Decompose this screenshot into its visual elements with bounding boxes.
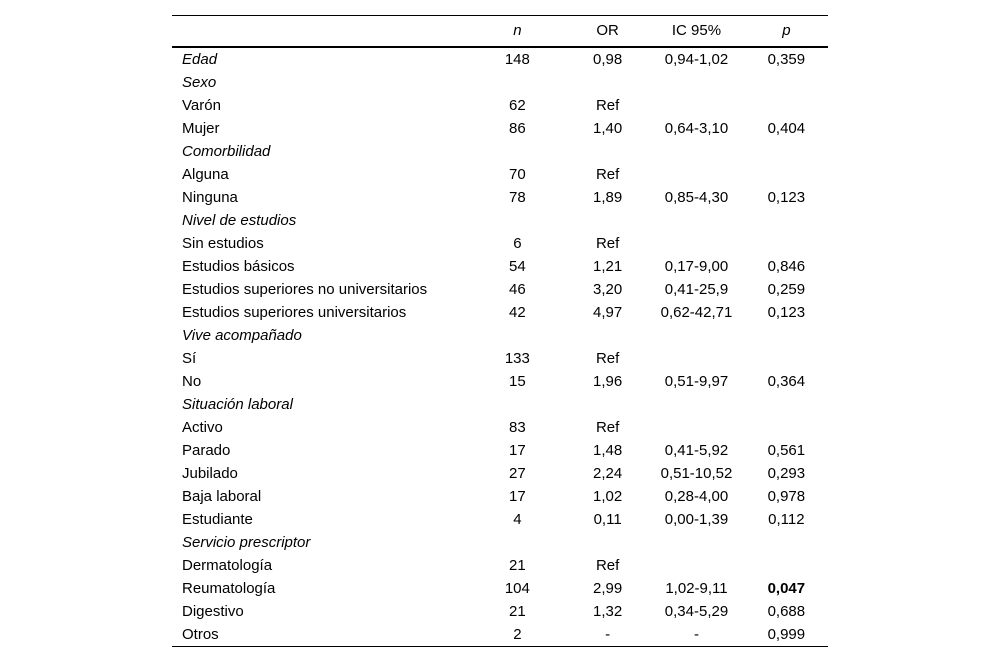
row-or: Ref — [595, 350, 620, 367]
row-ic: 0,51-10,52 — [660, 465, 733, 482]
row-p — [745, 393, 828, 416]
table-row — [172, 416, 828, 439]
row-p — [745, 163, 828, 186]
table-body — [172, 47, 828, 647]
row-p: 0,999 — [767, 626, 806, 643]
row-ic: 0,00-1,39 — [664, 511, 729, 528]
row-or: 1,48 — [593, 442, 623, 459]
row-or: 0,11 — [593, 511, 622, 528]
row-label: Edad — [182, 51, 218, 68]
row-ic: 0,64-3,10 — [664, 120, 729, 137]
row-n: 46 — [509, 281, 526, 298]
row-p — [745, 554, 828, 577]
row-p — [745, 71, 828, 94]
table-row — [172, 347, 828, 370]
row-p — [745, 531, 828, 554]
row-n — [482, 531, 567, 554]
row-p: 0,404 — [767, 120, 806, 137]
row-n: 15 — [509, 373, 526, 390]
row-ic: 0,28-4,00 — [664, 488, 729, 505]
header-ic: IC 95% — [648, 16, 744, 48]
row-p: 0,561 — [767, 442, 806, 459]
table-row — [172, 278, 828, 301]
row-n: 17 — [509, 488, 526, 505]
header-label — [172, 16, 482, 48]
row-or: 0,98 — [593, 51, 623, 68]
table-section-row — [172, 71, 828, 94]
row-label: Servicio prescriptor — [182, 534, 311, 551]
row-label: Alguna — [182, 166, 229, 183]
row-n: 62 — [509, 97, 526, 114]
row-label: Sí — [182, 350, 197, 367]
row-p — [745, 140, 828, 163]
table-section-row — [172, 531, 828, 554]
row-or: 4,97 — [593, 304, 623, 321]
row-label: Comorbilidad — [182, 143, 271, 160]
row-n: 17 — [509, 442, 526, 459]
row-ic — [648, 347, 744, 370]
row-p: 0,359 — [767, 51, 806, 68]
header-n: n — [482, 16, 567, 48]
table-row — [172, 462, 828, 485]
row-p: 0,123 — [767, 189, 806, 206]
row-n — [482, 324, 567, 347]
row-n: 83 — [509, 419, 526, 436]
row-or — [567, 393, 648, 416]
row-or: - — [605, 626, 611, 643]
row-ic — [648, 324, 744, 347]
table-section-row — [172, 393, 828, 416]
row-n: 6 — [513, 235, 522, 252]
row-or: Ref — [595, 166, 620, 183]
row-ic — [648, 71, 744, 94]
table-row — [172, 577, 828, 600]
row-n: 4 — [513, 511, 522, 528]
row-label: Estudiante — [182, 511, 253, 528]
row-label: Ninguna — [182, 189, 238, 206]
row-p: 0,047 — [767, 580, 806, 597]
odds-ratio-table — [172, 15, 828, 647]
row-label: Sexo — [182, 74, 217, 91]
row-or: Ref — [595, 557, 620, 574]
row-ic — [648, 393, 744, 416]
row-p: 0,293 — [767, 465, 806, 482]
row-n: 21 — [509, 557, 526, 574]
table-row — [172, 117, 828, 140]
row-ic: 0,85-4,30 — [664, 189, 729, 206]
row-or — [567, 531, 648, 554]
row-p — [745, 324, 828, 347]
row-p — [745, 232, 828, 255]
row-or: 3,20 — [593, 281, 623, 298]
row-ic — [648, 232, 744, 255]
row-ic: 0,62-42,71 — [660, 304, 733, 321]
row-label: Estudios básicos — [182, 258, 295, 275]
row-n — [482, 209, 567, 232]
table-row — [172, 554, 828, 577]
row-label: Estudios superiores no universitarios — [182, 281, 428, 298]
row-label: Dermatología — [182, 557, 273, 574]
row-n: 148 — [504, 51, 530, 68]
table-row — [172, 301, 828, 324]
row-n: 27 — [509, 465, 526, 482]
row-p: 0,364 — [767, 373, 806, 390]
row-ic: - — [693, 626, 699, 643]
row-label: Varón — [182, 97, 221, 114]
row-or — [567, 71, 648, 94]
row-n: 2 — [513, 626, 522, 643]
row-or: 2,99 — [593, 580, 623, 597]
table-section-row — [172, 47, 828, 71]
row-or: 1,32 — [593, 603, 623, 620]
row-n: 104 — [504, 580, 530, 597]
header-or: OR — [567, 16, 648, 48]
table-row — [172, 94, 828, 117]
table-row — [172, 623, 828, 647]
table-section-row — [172, 324, 828, 347]
row-n: 133 — [504, 350, 530, 367]
row-or: 1,40 — [593, 120, 623, 137]
row-n: 86 — [509, 120, 526, 137]
row-ic: 0,17-9,00 — [664, 258, 729, 275]
row-n: 42 — [509, 304, 526, 321]
table-row — [172, 232, 828, 255]
table-row — [172, 186, 828, 209]
row-p — [745, 94, 828, 117]
row-p: 0,123 — [767, 304, 806, 321]
row-ic — [648, 163, 744, 186]
row-n — [482, 71, 567, 94]
row-label: Jubilado — [182, 465, 238, 482]
row-or — [567, 324, 648, 347]
row-label: Parado — [182, 442, 231, 459]
row-p — [745, 416, 828, 439]
row-label: Mujer — [182, 120, 220, 137]
row-p — [745, 347, 828, 370]
row-ic — [648, 209, 744, 232]
row-n: 54 — [509, 258, 526, 275]
header-p: p — [745, 16, 828, 48]
row-p: 0,978 — [767, 488, 806, 505]
row-or — [567, 140, 648, 163]
row-p: 0,688 — [767, 603, 806, 620]
row-label: Sin estudios — [182, 235, 264, 252]
table-row — [172, 439, 828, 462]
row-p: 0,112 — [768, 511, 805, 528]
row-label: Reumatología — [182, 580, 276, 597]
row-label: No — [182, 373, 202, 390]
row-or: Ref — [595, 97, 620, 114]
row-n: 21 — [509, 603, 526, 620]
row-n — [482, 140, 567, 163]
row-label: Situación laboral — [182, 396, 293, 413]
table-header-row — [172, 16, 828, 48]
row-ic — [648, 531, 744, 554]
row-ic: 0,41-25,9 — [664, 281, 729, 298]
row-label: Estudios superiores universitarios — [182, 304, 407, 321]
row-ic — [648, 94, 744, 117]
table-row — [172, 508, 828, 531]
row-p: 0,259 — [767, 281, 806, 298]
row-label: Digestivo — [182, 603, 244, 620]
row-ic: 0,94-1,02 — [664, 51, 729, 68]
row-p: 0,846 — [767, 258, 806, 275]
table-row — [172, 255, 828, 278]
row-n — [482, 393, 567, 416]
table-section-row — [172, 140, 828, 163]
row-ic — [648, 140, 744, 163]
row-or: Ref — [595, 419, 620, 436]
row-or: 1,02 — [593, 488, 623, 505]
row-or — [567, 209, 648, 232]
row-ic: 1,02-9,11 — [665, 580, 728, 597]
row-label: Vive acompañado — [182, 327, 302, 344]
table-section-row — [172, 209, 828, 232]
row-n: 78 — [509, 189, 526, 206]
row-label: Nivel de estudios — [182, 212, 297, 229]
table-row — [172, 600, 828, 623]
table-row — [172, 163, 828, 186]
row-p — [745, 209, 828, 232]
row-ic: 0,41-5,92 — [664, 442, 729, 459]
row-ic: 0,51-9,97 — [664, 373, 729, 390]
row-or: 2,24 — [593, 465, 623, 482]
row-or: 1,21 — [593, 258, 623, 275]
row-or: 1,89 — [593, 189, 623, 206]
table-row — [172, 370, 828, 393]
row-ic — [648, 554, 744, 577]
row-ic — [648, 416, 744, 439]
row-or: 1,96 — [593, 373, 623, 390]
row-or: Ref — [595, 235, 620, 252]
table-row — [172, 485, 828, 508]
row-label: Baja laboral — [182, 488, 262, 505]
row-label: Otros — [182, 626, 219, 643]
row-label: Activo — [182, 419, 223, 436]
row-ic: 0,34-5,29 — [664, 603, 729, 620]
row-n: 70 — [509, 166, 526, 183]
